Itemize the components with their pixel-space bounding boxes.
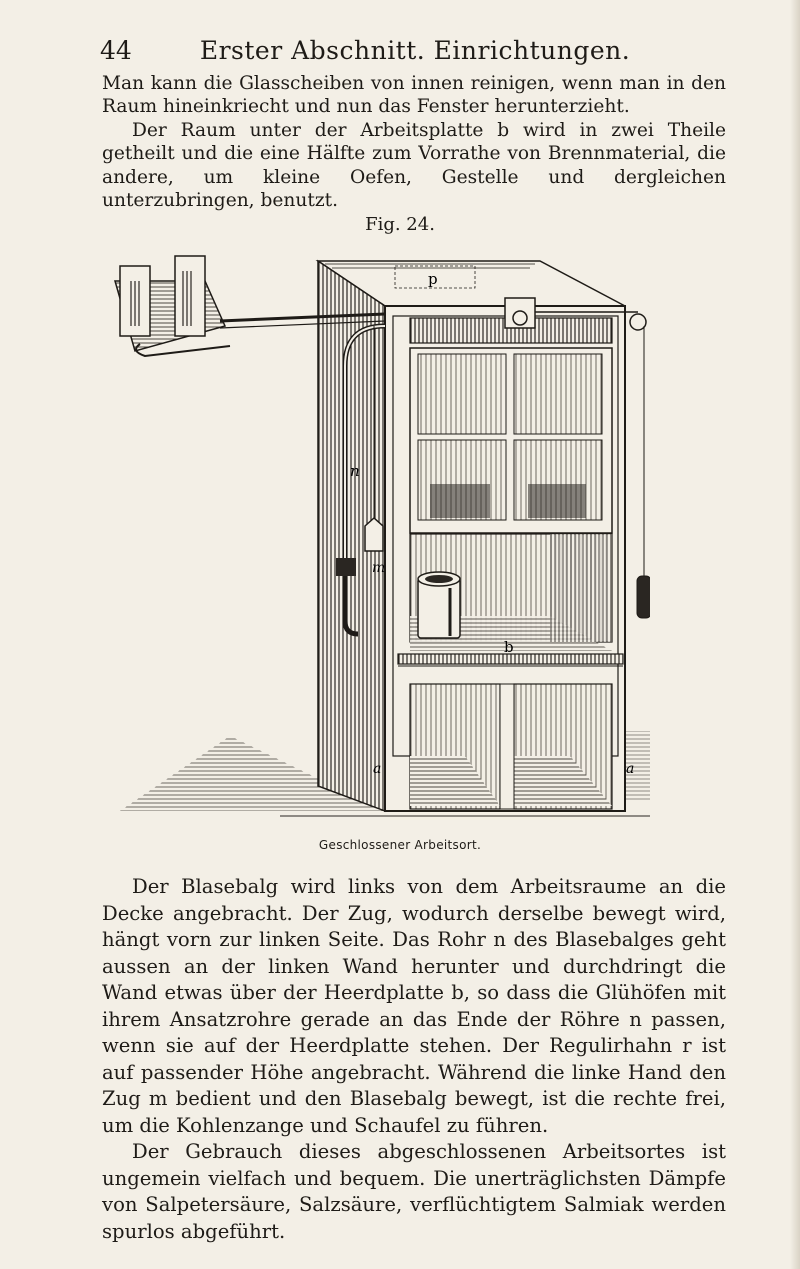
letter-a-right: a — [626, 761, 635, 777]
top-text-block — [102, 72, 726, 212]
counterweight — [637, 326, 650, 618]
running-title: Erster Abschnitt. Einrichtungen. — [199, 36, 631, 65]
letter-b: b — [504, 638, 514, 656]
page-edge-shadow — [790, 0, 800, 1269]
figure-illustration — [110, 226, 650, 826]
paragraph-cleaning-windows: Man kann die Glasscheiben von innen reinigen, wenn man in den Raum hineinkriecht und nun das Fenster herunterzieht. — [102, 73, 726, 118]
page-header — [100, 36, 730, 70]
letter-p: p — [428, 270, 438, 288]
bottom-text-block — [102, 874, 726, 1245]
letter-a-left: a — [373, 761, 382, 777]
letter-n: n — [350, 462, 360, 480]
paragraph-usage: Der Gebrauch dieses abgeschlossenen Arbeitsortes ist ungemein vielfach und bequem. Die unerträglichsten Dämpfe von Salpetersäure, Salzsäure, verflüchtigtem Salmiak werden spurlos abgeführt. — [102, 1140, 726, 1243]
paragraph-space-under-worktop: Der Raum unter der Arbeitsplatte b wird in zwei Theile getheilt und die eine Hälfte zum Vorrathe von Brennmaterial, die andere, um kleine Oefen, Gestelle und dergleichen unterzubringen, benutzt. — [102, 119, 726, 212]
bellows — [115, 256, 230, 356]
annealing-furnace — [418, 572, 460, 638]
letter-m: m — [372, 560, 386, 576]
lower-compartments — [410, 684, 612, 809]
paragraph-bellows: Der Blasebalg wird links von dem Arbeitsraume an die Decke angebracht. Der Zug, wodurch derselbe bewegt wird, hängt vorn zur linken Seite. Das Rohr n des Blasebalges geht aussen an der linken Wand herunter und durchdringt die Wand etwas über der Heerdplatte b, so dass die Glühöfen mit ihrem Ansatzrohre gerade an das Ende der Röhre n passen, wenn sie auf der Heerdplatte stehen. Der Regulirhahn r ist auf passender Höhe angebracht. Während die linke Hand den Zug m bedient und den Blasebalg bewegt, ist die rechte frei, um die Kohlenzange und Schaufel zu führen. — [102, 875, 726, 1137]
figure-caption: Geschlossener Arbeitsort. — [318, 838, 482, 852]
figure-label: Fig. 24. — [365, 214, 435, 235]
page-number: 44 — [100, 36, 132, 65]
window — [410, 318, 612, 533]
